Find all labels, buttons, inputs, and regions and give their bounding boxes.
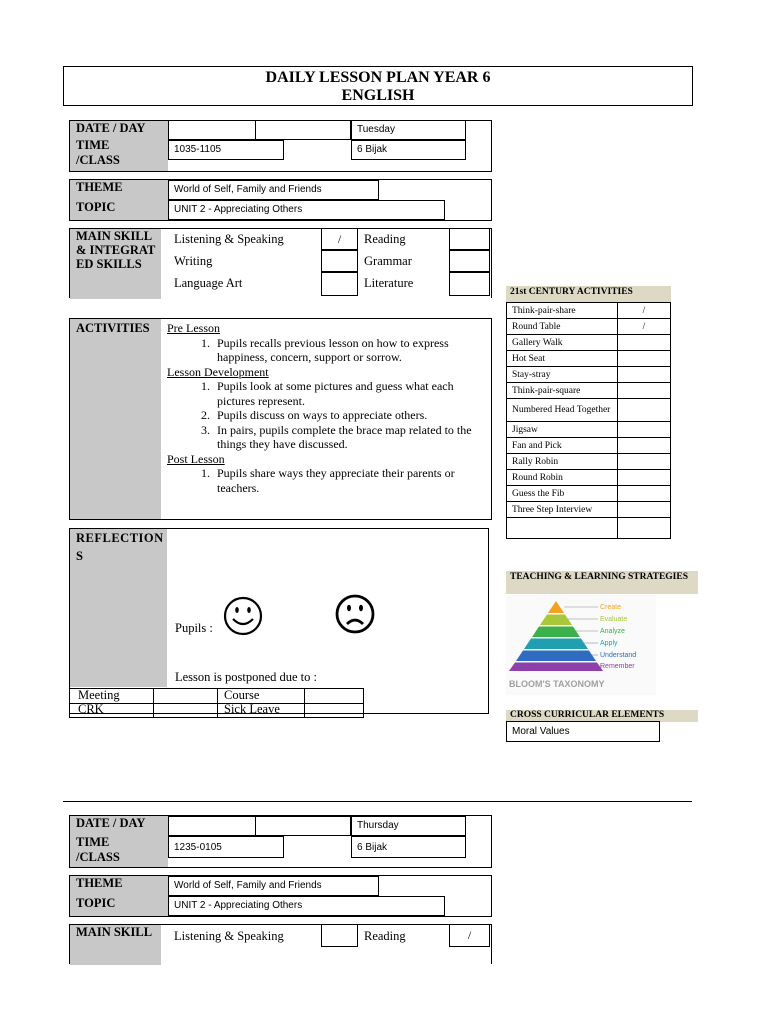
- post-lesson-heading: Post Lesson: [167, 451, 225, 466]
- reflections-section: [69, 528, 489, 714]
- bloom-level-band: [532, 627, 580, 638]
- reason-crk-check[interactable]: [153, 703, 218, 718]
- century-activity: Round Table: [507, 319, 618, 335]
- title-box: [63, 66, 693, 106]
- century-row: [507, 470, 671, 486]
- skill-listening: Listening & Speaking: [174, 232, 284, 246]
- reason-course-check[interactable]: [304, 688, 364, 704]
- century-check[interactable]: [618, 438, 671, 454]
- century-row: [507, 486, 671, 502]
- reflections-label: REFLECTION S: [76, 531, 164, 563]
- century-title: [506, 286, 671, 302]
- skill-literature-check[interactable]: [449, 272, 490, 296]
- dev-item-3: 3. In pairs, pupils complete the brace map related to the things they have discussed.: [213, 423, 483, 452]
- century-activity: Rally Robin: [507, 454, 618, 470]
- theme-label-2: THEME: [76, 876, 123, 890]
- strategies-title: [506, 571, 698, 594]
- sad-face-icon[interactable]: [335, 594, 375, 634]
- activities-header: [70, 319, 161, 519]
- skill-listening-check[interactable]: [321, 228, 358, 250]
- skill-reading: Reading: [364, 232, 406, 246]
- bloom-create: Create: [600, 604, 622, 611]
- bloom-caption: BLOOM'S TAXONOMY: [509, 679, 605, 689]
- century-activity: Fan and Pick: [507, 438, 618, 454]
- skill-listening-mark: /: [337, 232, 342, 246]
- century-activity: Round Robin: [507, 470, 618, 486]
- skills-label-2: MAIN SKILL: [76, 925, 153, 939]
- time-field-2[interactable]: 1235-0105: [168, 836, 284, 858]
- skill-grammar: Grammar: [364, 254, 412, 268]
- century-row: [507, 367, 671, 383]
- date-input-2[interactable]: [255, 120, 351, 140]
- century-activity: Three Step Interview: [507, 502, 618, 518]
- century-check[interactable]: [618, 486, 671, 502]
- happy-face-icon[interactable]: [223, 596, 263, 636]
- bloom-pyramid-icon: [506, 595, 656, 695]
- century-table: [506, 302, 671, 539]
- time-label-2: TIME /CLASS: [76, 835, 120, 864]
- skill-reading-check-2[interactable]: [449, 924, 490, 947]
- date-label: DATE / DAY: [76, 121, 146, 135]
- activities-label: ACTIVITIES: [76, 321, 150, 335]
- bloom-remember: Remember: [600, 663, 635, 670]
- century-check[interactable]: [618, 335, 671, 351]
- century-row: [507, 422, 671, 438]
- century-activity: Jigsaw: [507, 422, 618, 438]
- pupils-label: Pupils :: [175, 621, 213, 635]
- bloom-analyze: Analyze: [600, 628, 625, 635]
- bloom-apply: Apply: [600, 640, 618, 647]
- date-input-3[interactable]: [168, 816, 256, 836]
- skill-reading-mark-2: /: [467, 928, 472, 942]
- reason-sick-check[interactable]: [304, 703, 364, 718]
- century-row: [507, 351, 671, 367]
- topic-label-2: TOPIC: [76, 896, 116, 910]
- century-check[interactable]: [618, 351, 671, 367]
- skill-literature: Literature: [364, 276, 414, 290]
- class-field[interactable]: 6 Bijak: [351, 140, 466, 160]
- century-activity: Stay-stray: [507, 367, 618, 383]
- reason-meeting-check[interactable]: [153, 688, 218, 704]
- topic-field-2[interactable]: UNIT 2 - Appreciating Others: [168, 896, 445, 916]
- century-row: [507, 303, 671, 319]
- date-input-4[interactable]: [255, 816, 351, 836]
- dev-item-1: 1. Pupils look at some pictures and guess what each pictures represent.: [213, 379, 483, 408]
- century-check[interactable]: [618, 454, 671, 470]
- activities-content: [167, 321, 483, 495]
- activities-section: [69, 318, 492, 520]
- century-check[interactable]: [618, 518, 671, 539]
- century-check[interactable]: [618, 367, 671, 383]
- century-activity: Think-pair-square: [507, 383, 618, 399]
- bloom-level-band: [524, 639, 588, 650]
- century-check[interactable]: [618, 470, 671, 486]
- skill-grammar-check[interactable]: [449, 250, 490, 272]
- century-check[interactable]: /: [618, 303, 671, 319]
- century-row: [507, 399, 671, 422]
- century-row: [507, 518, 671, 539]
- bloom-understand: Understand: [600, 652, 637, 659]
- bloom-level-band: [516, 651, 596, 662]
- strategies-title-text: TEACHING & LEARNING STRATEGIES: [510, 572, 688, 582]
- theme-label: THEME: [76, 180, 123, 194]
- skill-reading-2: Reading: [364, 929, 406, 943]
- topic-label: TOPIC: [76, 200, 116, 214]
- dev-item-2: 2. Pupils discuss on ways to appreciate others.: [213, 408, 483, 423]
- day-field[interactable]: Tuesday: [351, 120, 466, 140]
- reason-sick-label: Sick Leave: [224, 702, 280, 716]
- century-row: [507, 438, 671, 454]
- pre-lesson-heading: Pre Lesson: [167, 321, 220, 335]
- century-check[interactable]: [618, 383, 671, 399]
- skill-writing: Writing: [174, 254, 213, 268]
- century-check[interactable]: [618, 502, 671, 518]
- page-divider: [63, 801, 692, 802]
- skill-language-art: Language Art: [174, 276, 243, 290]
- century-activity: Think-pair-share: [507, 303, 618, 319]
- topic-field[interactable]: UNIT 2 - Appreciating Others: [168, 200, 445, 220]
- pre-item-1: 1. Pupils recalls previous lesson on how to express happiness, concern, support or sorrow.: [213, 336, 483, 365]
- theme-field-2[interactable]: World of Self, Family and Friends: [168, 876, 379, 896]
- date-input[interactable]: [168, 120, 256, 140]
- title-line2: ENGLISH: [341, 87, 415, 104]
- skill-listening-2: Listening & Speaking: [174, 929, 284, 943]
- reason-crk-label: CRK: [78, 702, 104, 716]
- day-field-2[interactable]: Thursday: [351, 816, 466, 836]
- title-line1: DAILY LESSON PLAN YEAR 6: [265, 69, 491, 86]
- century-row: [507, 454, 671, 470]
- postponed-label: Lesson is postponed due to :: [175, 670, 318, 684]
- reason-course-label: Course: [224, 688, 260, 702]
- time-field[interactable]: 1035-1105: [168, 140, 284, 160]
- century-check[interactable]: [618, 399, 671, 422]
- post-item-1: 1. Pupils share ways they appreciate their parents or teachers.: [213, 466, 483, 495]
- cross-value[interactable]: Moral Values: [506, 721, 660, 742]
- century-activity: Guess the Fib: [507, 486, 618, 502]
- bloom-level-band: [509, 663, 603, 672]
- century-activity: Gallery Walk: [507, 335, 618, 351]
- century-row: [507, 335, 671, 351]
- century-check[interactable]: /: [618, 319, 671, 335]
- date-label-2: DATE / DAY: [76, 816, 146, 830]
- skill-writing-check[interactable]: [321, 250, 358, 272]
- century-check[interactable]: [618, 422, 671, 438]
- bloom-evaluate: Evaluate: [600, 616, 628, 623]
- century-row: [507, 502, 671, 518]
- century-title-text: 21st CENTURY ACTIVITIES: [510, 287, 633, 297]
- theme-field[interactable]: World of Self, Family and Friends: [168, 180, 379, 200]
- reason-crk[interactable]: [69, 703, 154, 718]
- class-field-2[interactable]: 6 Bijak: [351, 836, 466, 858]
- time-label: TIME /CLASS: [76, 138, 120, 167]
- skill-language-art-check[interactable]: [321, 272, 358, 296]
- century-activity: Numbered Head Together: [507, 399, 618, 422]
- skills-label: MAIN SKILL & INTEGRAT ED SKILLS: [76, 229, 156, 271]
- century-row: [507, 383, 671, 399]
- cross-title-text: CROSS CURRICULAR ELEMENTS: [510, 710, 665, 720]
- reason-sick[interactable]: [217, 703, 305, 718]
- skill-listening-check-2[interactable]: [321, 924, 358, 947]
- reason-meeting-label: Meeting: [78, 688, 120, 702]
- development-heading: Lesson Development: [167, 364, 269, 379]
- century-activity: [507, 518, 618, 539]
- century-row: [507, 319, 671, 335]
- skill-reading-check[interactable]: [449, 228, 490, 250]
- century-activity: Hot Seat: [507, 351, 618, 367]
